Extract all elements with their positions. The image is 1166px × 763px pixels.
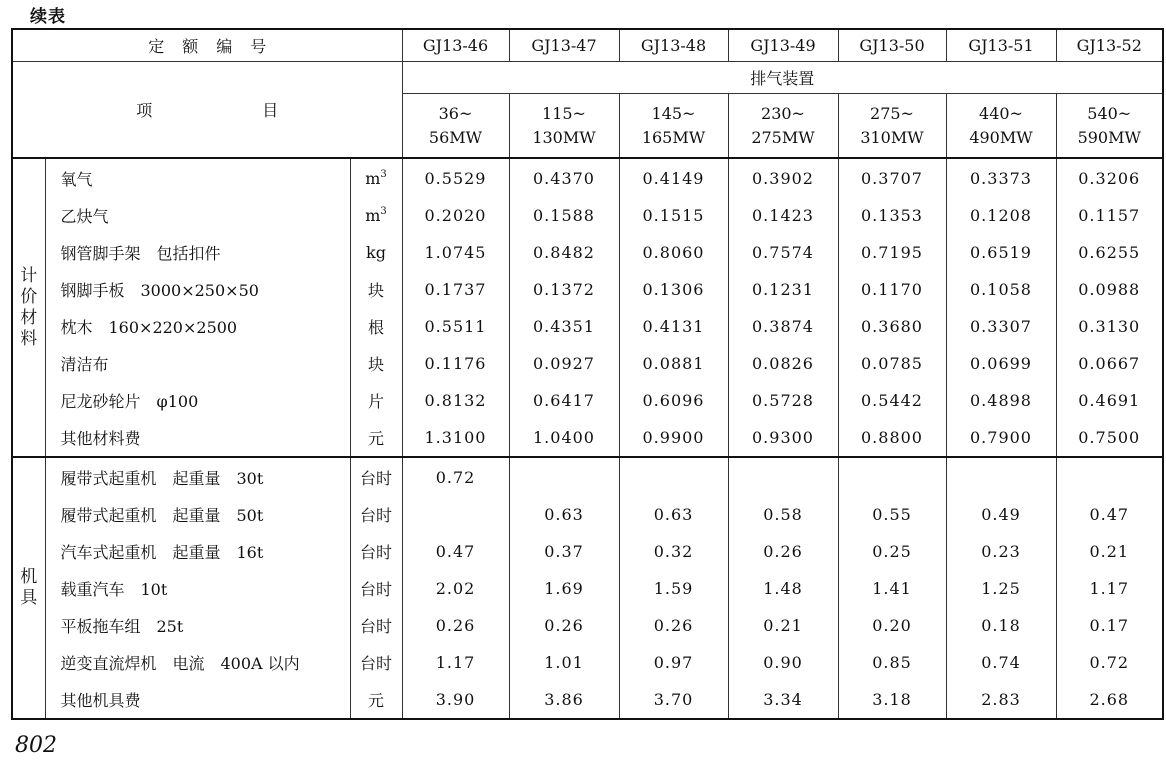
unit-text: 台时 — [359, 543, 392, 562]
quota-value-cell: 1.41 — [838, 570, 946, 607]
item-unit — [350, 570, 402, 607]
item-unit — [350, 382, 402, 419]
quota-value-cell: 0.72 — [1056, 644, 1163, 681]
table-row — [12, 457, 1163, 496]
unit-text: 元 — [367, 691, 384, 710]
table-row — [12, 681, 1163, 719]
quota-value-cell: 1.3100 — [402, 419, 509, 457]
capacity-spec-line: 310MW — [860, 127, 924, 147]
capacity-spec-line: 115~ — [542, 103, 586, 123]
quota-value-cell: 3.70 — [619, 681, 728, 719]
item-name: 钢脚手板 3000×250×50 — [45, 271, 350, 308]
capacity-spec-cell — [509, 94, 619, 159]
header-group-row — [12, 62, 1163, 94]
unit-text: 片 — [367, 392, 384, 411]
quota-value-cell: 0.0927 — [509, 345, 619, 382]
table-row — [12, 308, 1163, 345]
item-name: 乙炔气 — [45, 197, 350, 234]
unit-text: 台时 — [359, 468, 392, 488]
table-row — [12, 234, 1163, 271]
section-category-label — [12, 457, 45, 719]
quota-value-cell: 0.6255 — [1056, 234, 1163, 271]
capacity-spec-cell — [619, 94, 728, 159]
capacity-spec-cell — [402, 94, 509, 159]
section-category-text: 计价材料 — [20, 265, 38, 349]
quota-value-cell: 0.8800 — [838, 419, 946, 457]
quota-code: GJ13-49 — [728, 29, 838, 62]
quota-code: GJ13-46 — [402, 29, 509, 62]
quota-value-cell: 0.1176 — [402, 345, 509, 382]
table-row — [12, 607, 1163, 644]
quota-value-cell: 1.25 — [946, 570, 1056, 607]
capacity-spec-line: 130MW — [532, 127, 596, 147]
quota-value-cell: 1.59 — [619, 570, 728, 607]
table-row — [12, 158, 1163, 197]
quota-value-cell: 0.7574 — [728, 234, 838, 271]
quota-value-cell: 0.9300 — [728, 419, 838, 457]
quota-value-cell: 0.3307 — [946, 308, 1056, 345]
quota-value-cell: 0.32 — [619, 533, 728, 570]
quota-value-cell — [1056, 457, 1163, 496]
quota-value-cell: 0.1058 — [946, 271, 1056, 308]
quota-value-cell — [402, 496, 509, 533]
quota-value-cell: 0.8482 — [509, 234, 619, 271]
quota-value-cell: 0.6417 — [509, 382, 619, 419]
quota-value-cell: 0.7500 — [1056, 419, 1163, 457]
quota-value-cell: 2.02 — [402, 570, 509, 607]
quota-value-cell: 0.4351 — [509, 308, 619, 345]
unit-text: m — [365, 168, 381, 188]
item-name: 钢管脚手架 包括扣件 — [45, 234, 350, 271]
quota-value-cell: 0.5529 — [402, 158, 509, 197]
quota-code: GJ13-50 — [838, 29, 946, 62]
unit-text: 块 — [367, 355, 384, 374]
item-name: 清洁布 — [45, 345, 350, 382]
quota-value-cell: 0.0988 — [1056, 271, 1163, 308]
item-name: 履带式起重机 起重量 30t — [45, 457, 350, 496]
quota-value-cell — [619, 457, 728, 496]
item-unit — [350, 496, 402, 533]
quota-value-cell: 0.8132 — [402, 382, 509, 419]
quota-value-cell: 0.2020 — [402, 197, 509, 234]
capacity-spec-line: 540~ — [1087, 103, 1132, 123]
quota-value-cell: 0.26 — [619, 607, 728, 644]
item-unit — [350, 681, 402, 719]
quota-value-cell — [838, 457, 946, 496]
unit-text: 台时 — [359, 580, 392, 599]
quota-value-cell: 0.6519 — [946, 234, 1056, 271]
quota-code: GJ13-51 — [946, 29, 1056, 62]
page-number: 802 — [15, 733, 57, 758]
item-unit — [350, 308, 402, 345]
quota-value-cell: 0.9900 — [619, 419, 728, 457]
quota-value-cell: 0.74 — [946, 644, 1056, 681]
quota-value-cell: 3.18 — [838, 681, 946, 719]
quota-value-cell: 0.1423 — [728, 197, 838, 234]
quota-value-cell: 1.69 — [509, 570, 619, 607]
table-row — [12, 382, 1163, 419]
quota-value-cell: 0.21 — [728, 607, 838, 644]
quota-value-cell: 0.0881 — [619, 345, 728, 382]
quota-value-cell: 0.1737 — [402, 271, 509, 308]
quota-value-cell: 0.6096 — [619, 382, 728, 419]
item-unit — [350, 158, 402, 197]
quota-value-cell: 0.3902 — [728, 158, 838, 197]
item-unit — [350, 533, 402, 570]
unit-text: 元 — [367, 429, 384, 448]
capacity-spec-line: 275~ — [870, 103, 914, 123]
quota-value-cell: 1.48 — [728, 570, 838, 607]
quota-value-cell: 3.90 — [402, 681, 509, 719]
quota-value-cell: 0.85 — [838, 644, 946, 681]
item-name: 其他材料费 — [45, 419, 350, 457]
quota-value-cell: 0.55 — [838, 496, 946, 533]
quota-table-body — [12, 158, 1163, 719]
table-row — [12, 570, 1163, 607]
quota-value-cell: 0.1353 — [838, 197, 946, 234]
quota-value-cell: 0.97 — [619, 644, 728, 681]
capacity-spec-cell — [728, 94, 838, 159]
quota-value-cell: 1.0400 — [509, 419, 619, 457]
quota-value-cell: 0.4691 — [1056, 382, 1163, 419]
quota-value-cell: 0.7900 — [946, 419, 1056, 457]
exhaust-device-group-label: 排气装置 — [402, 62, 1163, 94]
quota-value-cell: 0.49 — [946, 496, 1056, 533]
quota-value-cell: 0.1231 — [728, 271, 838, 308]
capacity-spec-line: 145~ — [651, 103, 696, 123]
quota-value-cell: 0.5442 — [838, 382, 946, 419]
quota-value-cell: 0.3680 — [838, 308, 946, 345]
capacity-spec-cell — [946, 94, 1056, 159]
quota-value-cell: 0.63 — [509, 496, 619, 533]
quota-value-cell: 0.4898 — [946, 382, 1056, 419]
item-name: 汽车式起重机 起重量 16t — [45, 533, 350, 570]
quota-value-cell: 0.1515 — [619, 197, 728, 234]
quota-value-cell: 0.23 — [946, 533, 1056, 570]
quota-value-cell — [728, 457, 838, 496]
item-unit — [350, 197, 402, 234]
table-row — [12, 533, 1163, 570]
item-name: 平板拖车组 25t — [45, 607, 350, 644]
quota-value-cell: 0.0667 — [1056, 345, 1163, 382]
table-row — [12, 271, 1163, 308]
quota-value-cell: 0.63 — [619, 496, 728, 533]
capacity-spec-line: 36~ — [438, 103, 473, 123]
quota-value-cell: 0.1372 — [509, 271, 619, 308]
quota-value-cell: 0.3130 — [1056, 308, 1163, 345]
quota-value-cell: 0.17 — [1056, 607, 1163, 644]
quota-value-cell: 0.72 — [402, 457, 509, 496]
capacity-spec-line: 490MW — [969, 127, 1033, 147]
unit-text: 块 — [367, 281, 384, 300]
quota-value-cell: 1.0745 — [402, 234, 509, 271]
quota-value-cell: 0.7195 — [838, 234, 946, 271]
quota-code: GJ13-47 — [509, 29, 619, 62]
item-unit — [350, 419, 402, 457]
quota-value-cell: 0.0699 — [946, 345, 1056, 382]
quota-value-cell: 0.5728 — [728, 382, 838, 419]
quota-value-cell: 0.58 — [728, 496, 838, 533]
capacity-spec-line: 230~ — [761, 103, 805, 123]
quota-value-cell: 3.86 — [509, 681, 619, 719]
item-name: 尼龙砂轮片 φ100 — [45, 382, 350, 419]
item-unit — [350, 234, 402, 271]
capacity-spec-cell — [1056, 94, 1163, 159]
item-unit — [350, 644, 402, 681]
quota-value-cell: 0.1170 — [838, 271, 946, 308]
quota-code: GJ13-52 — [1056, 29, 1163, 62]
quota-value-cell — [509, 457, 619, 496]
table-row — [12, 644, 1163, 681]
quota-value-cell: 0.8060 — [619, 234, 728, 271]
quota-value-cell: 0.0826 — [728, 345, 838, 382]
quota-value-cell: 0.1208 — [946, 197, 1056, 234]
quota-value-cell: 2.83 — [946, 681, 1056, 719]
quota-value-cell: 0.1157 — [1056, 197, 1163, 234]
quota-value-cell: 0.5511 — [402, 308, 509, 345]
quota-value-cell: 0.4131 — [619, 308, 728, 345]
quota-value-cell: 0.3206 — [1056, 158, 1163, 197]
quota-value-cell: 0.1588 — [509, 197, 619, 234]
section-category-label — [12, 158, 45, 457]
quota-value-cell: 0.20 — [838, 607, 946, 644]
quota-value-cell: 0.26 — [509, 607, 619, 644]
quota-value-cell: 0.26 — [728, 533, 838, 570]
item-name: 其他机具费 — [45, 681, 350, 719]
quota-value-cell: 0.3874 — [728, 308, 838, 345]
table-continued-heading: 续表 — [30, 7, 66, 27]
quota-value-cell: 0.47 — [402, 533, 509, 570]
quota-value-cell: 0.3707 — [838, 158, 946, 197]
unit-text: m — [365, 206, 381, 225]
item-unit — [350, 607, 402, 644]
quota-value-cell: 2.68 — [1056, 681, 1163, 719]
item-unit — [350, 457, 402, 496]
quota-value-cell: 0.90 — [728, 644, 838, 681]
unit-text: 根 — [367, 318, 384, 337]
table-row — [12, 197, 1163, 234]
header-codes-row — [12, 29, 1163, 62]
quota-value-cell: 0.1306 — [619, 271, 728, 308]
quota-value-cell: 0.25 — [838, 533, 946, 570]
item-name: 逆变直流焊机 电流 400A 以内 — [45, 644, 350, 681]
unit-text: kg — [366, 243, 386, 262]
item-unit — [350, 271, 402, 308]
capacity-spec-line: 56MW — [428, 127, 483, 147]
quota-value-cell: 0.4370 — [509, 158, 619, 197]
quota-value-cell: 0.18 — [946, 607, 1056, 644]
capacity-spec-cell — [838, 94, 946, 159]
quota-code-label: 定额编号 — [12, 29, 402, 62]
table-row — [12, 345, 1163, 382]
unit-text: 台时 — [359, 617, 392, 636]
quota-code: GJ13-48 — [619, 29, 728, 62]
table-row — [12, 419, 1163, 457]
quota-value-cell — [946, 457, 1056, 496]
quota-value-cell: 0.3373 — [946, 158, 1056, 197]
quota-value-cell: 1.17 — [1056, 570, 1163, 607]
item-name: 履带式起重机 起重量 50t — [45, 496, 350, 533]
quota-value-cell: 0.0785 — [838, 345, 946, 382]
quota-value-cell: 0.4149 — [619, 158, 728, 197]
quota-value-cell: 0.26 — [402, 607, 509, 644]
table-row — [12, 496, 1163, 533]
quota-value-cell: 1.01 — [509, 644, 619, 681]
unit-superscript: 3 — [380, 206, 387, 217]
item-name: 枕木 160×220×2500 — [45, 308, 350, 345]
quota-value-cell: 3.34 — [728, 681, 838, 719]
unit-superscript: 3 — [380, 168, 387, 180]
unit-text: 台时 — [359, 654, 392, 673]
capacity-spec-line: 165MW — [641, 127, 706, 147]
quota-value-cell: 1.17 — [402, 644, 509, 681]
quota-value-cell: 0.47 — [1056, 496, 1163, 533]
item-label: 项目 — [12, 62, 402, 159]
section-category-text: 机具 — [20, 567, 38, 608]
unit-text: 台时 — [359, 506, 392, 525]
quota-value-cell: 0.37 — [509, 533, 619, 570]
quota-value-cell: 0.21 — [1056, 533, 1163, 570]
item-name: 载重汽车 10t — [45, 570, 350, 607]
quota-table — [11, 28, 1164, 720]
item-name: 氧气 — [45, 158, 350, 197]
item-unit — [350, 345, 402, 382]
capacity-spec-line: 440~ — [979, 103, 1023, 123]
capacity-spec-line: 590MW — [1077, 127, 1141, 147]
capacity-spec-line: 275MW — [751, 127, 815, 147]
